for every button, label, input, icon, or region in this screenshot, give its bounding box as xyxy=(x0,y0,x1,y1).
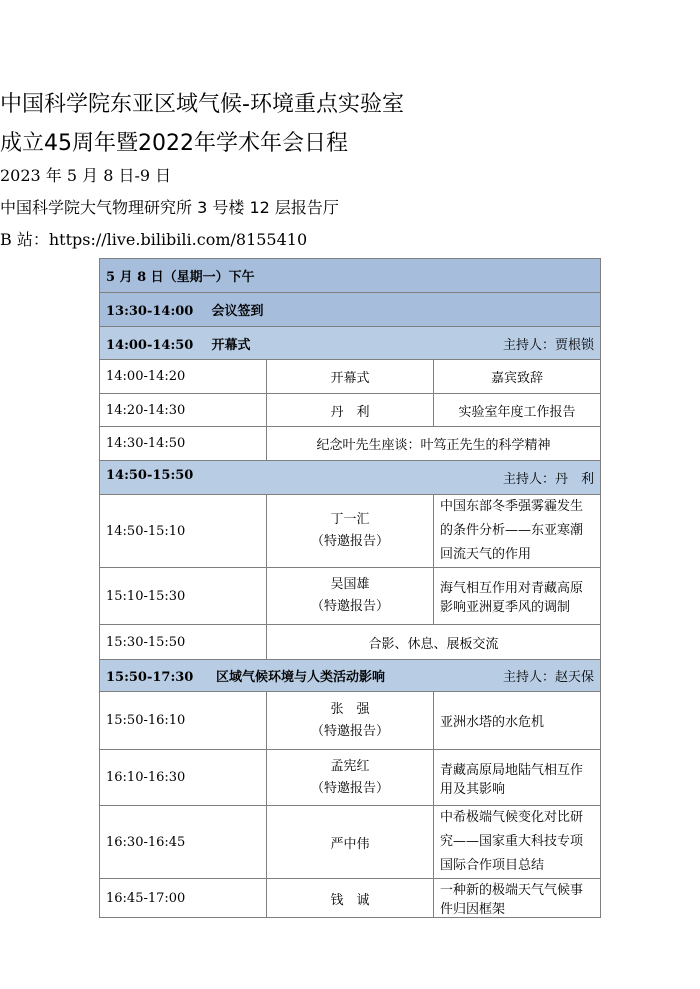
row-topic: 纪念叶先生座谈：叶笃正先生的科学精神 xyxy=(267,427,601,461)
session2-host: 主持人：丹 利 xyxy=(502,472,594,487)
speaker-note: （特邀报告） xyxy=(310,599,389,614)
table-row xyxy=(100,495,601,568)
row-topic: 嘉宾致辞 xyxy=(434,360,601,394)
speaker-note: （特邀报告） xyxy=(310,780,389,796)
table-row xyxy=(100,394,601,427)
session3-header xyxy=(100,660,601,692)
row-time: 16:45-17:00 xyxy=(100,879,267,918)
row-speaker xyxy=(267,692,434,750)
row-speaker: 丹 利 xyxy=(267,394,434,427)
row-topic: 海气相互作用对青藏高原影响亚洲夏季风的调制 xyxy=(434,568,601,625)
speaker-name: 丁一汇 xyxy=(330,512,370,527)
session1-header xyxy=(100,327,601,360)
row-time: 15:50-16:10 xyxy=(100,692,267,750)
row-time: 16:30-16:45 xyxy=(100,806,267,879)
title-line-2: 成立45周年暨2022年学术年会日程 xyxy=(0,131,348,156)
row-time: 14:00-14:20 xyxy=(100,360,267,394)
checkin-time: 13:30-14:00 xyxy=(106,304,194,319)
session2-time: 14:50-15:50 xyxy=(106,468,194,483)
table-row xyxy=(100,692,601,750)
table-row xyxy=(100,750,601,806)
speaker-name: 张 强 xyxy=(330,701,370,717)
day-header-row xyxy=(100,259,601,293)
row-speaker: 严中伟 xyxy=(267,806,434,879)
session-header-row xyxy=(100,660,601,692)
row-topic: 中希极端气候变化对比研究——国家重大科技专项国际合作项目总结 xyxy=(434,806,601,879)
checkin-cell xyxy=(100,293,601,327)
checkin-row xyxy=(100,293,601,327)
day-label: 5 月 8 日（星期一）下午 xyxy=(100,259,601,293)
row-time: 16:10-16:30 xyxy=(100,750,267,806)
table-row xyxy=(100,806,601,879)
event-date: 2023 年 5 月 8 日-9 日 xyxy=(0,166,172,185)
row-topic: 一种新的极端天气气候事件归因框架 xyxy=(434,879,601,918)
row-topic: 实验室年度工作报告 xyxy=(434,394,601,427)
row-speaker xyxy=(267,495,434,568)
schedule-table xyxy=(99,258,601,918)
row-topic: 青藏高原局地陆气相互作用及其影响 xyxy=(434,750,601,806)
session-header-row xyxy=(100,327,601,360)
session1-label: 开幕式 xyxy=(211,337,251,353)
speaker-name: 孟宪红 xyxy=(330,758,370,774)
session3-host: 主持人：赵天保 xyxy=(502,670,594,685)
table-row xyxy=(100,625,601,660)
checkin-label: 会议签到 xyxy=(211,304,264,319)
row-speaker xyxy=(267,750,434,806)
table-row xyxy=(100,879,601,918)
row-topic: 亚洲水塔的水危机 xyxy=(434,692,601,750)
table-row xyxy=(100,427,601,461)
row-time: 14:30-14:50 xyxy=(100,427,267,461)
session1-host: 主持人：贾根锁 xyxy=(502,337,594,353)
title-line-1: 中国科学院东亚区域气候-环境重点实验室 xyxy=(0,92,404,117)
row-time: 14:20-14:30 xyxy=(100,394,267,427)
row-speaker: 开幕式 xyxy=(267,360,434,394)
session-header-row xyxy=(100,461,601,495)
session3-time: 15:50-17:30 xyxy=(106,670,194,685)
row-time: 14:50-15:10 xyxy=(100,495,267,568)
event-venue: 中国科学院大气物理研究所 3 号楼 12 层报告厅 xyxy=(0,198,339,217)
speaker-name: 吴国雄 xyxy=(330,577,370,592)
table-row xyxy=(100,360,601,394)
live-stream-link[interactable]: B 站：https://live.bilibili.com/8155410 xyxy=(0,230,308,249)
row-speaker: 钱 诚 xyxy=(267,879,434,918)
session1-time: 14:00-14:50 xyxy=(106,337,194,353)
session3-label: 区域气候环境与人类活动影响 xyxy=(216,670,386,685)
table-row xyxy=(100,568,601,625)
speaker-note: （特邀报告） xyxy=(310,723,389,739)
speaker-note: （特邀报告） xyxy=(310,534,389,549)
session2-header xyxy=(100,461,601,495)
row-topic: 中国东部冬季强雾霾发生的条件分析——东亚寒潮回流天气的作用 xyxy=(434,495,601,568)
row-speaker xyxy=(267,568,434,625)
row-topic: 合影、休息、展板交流 xyxy=(267,625,601,660)
row-time: 15:30-15:50 xyxy=(100,625,267,660)
row-time: 15:10-15:30 xyxy=(100,568,267,625)
